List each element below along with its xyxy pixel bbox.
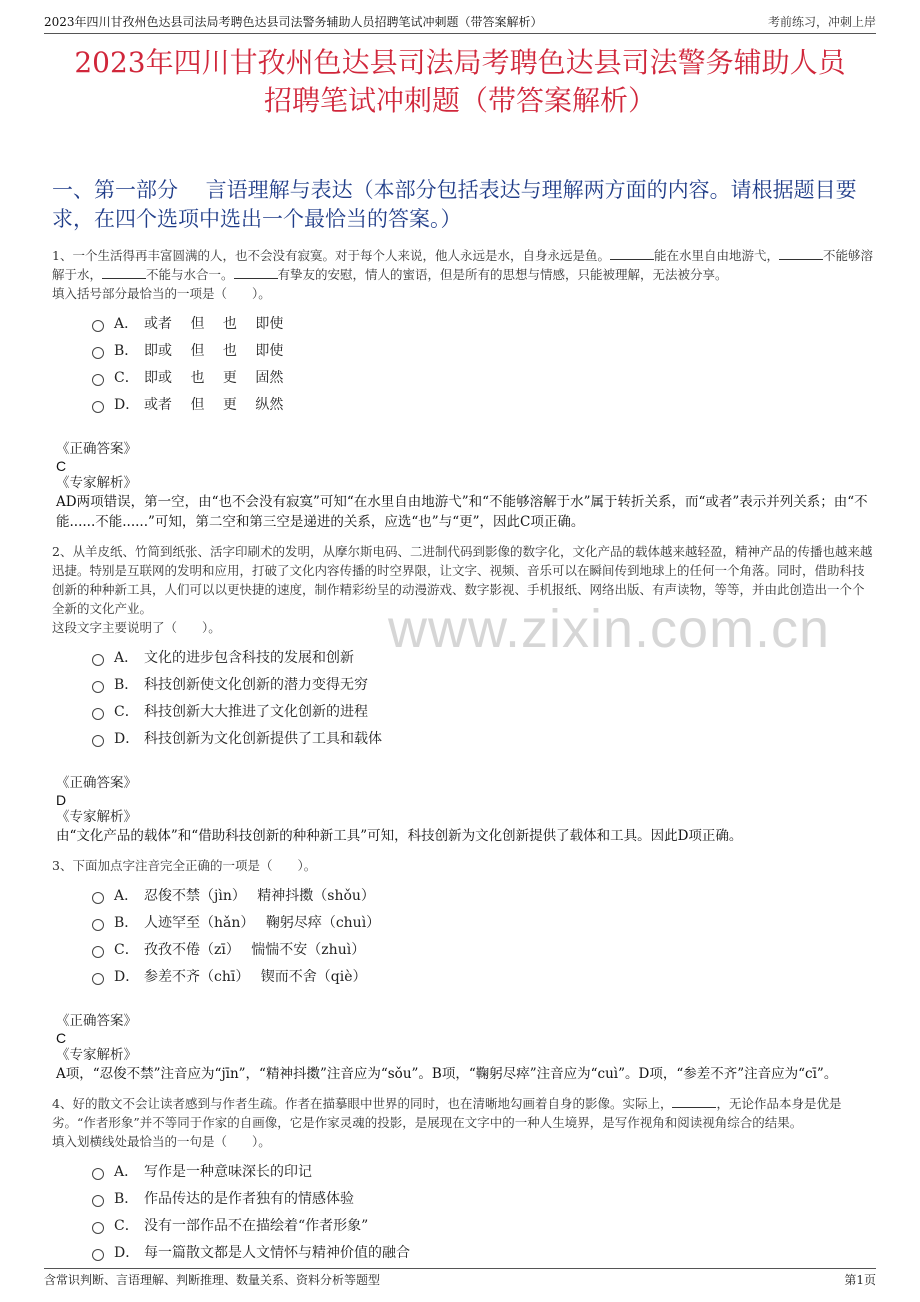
radio-icon[interactable]: [92, 892, 104, 904]
radio-icon[interactable]: [92, 320, 104, 332]
option-list: [92, 1157, 876, 1265]
header-doc-title: 2023年四川甘孜州色达县司法局考聘色达县司法警务辅助人员招聘笔试冲刺题（带答案解析）: [44, 15, 543, 29]
expert-analysis: 由“文化产品的载体”和“借助科技创新的种种新工具”可知，科技创新为文化创新提供了载体和工具。因此D项正确。: [56, 828, 743, 844]
correct-answer-label: 《正确答案》: [56, 775, 137, 791]
question-text: 1、一个生活得再丰富圆满的人，也不会没有寂寞。对于每个人来说，他人永远是水，自身永远是鱼。 能在水里自由地游弋， 不能够溶解于水， 不能与水合一。 有挚友的安慰，情人的蜜语，但是所有的思想与情感，只能被理解，无法被分享。: [52, 248, 873, 282]
title-line-1: 2023年四川甘孜州色达县司法局考聘色达县司法警务辅助人员: [74, 46, 846, 79]
option-d[interactable]: D． 参差不齐（chī） 锲而不舍（qiè）: [92, 962, 876, 989]
title-line-2: 招聘笔试冲刺题（带答案解析）: [263, 84, 656, 117]
question-text: 2、从羊皮纸、竹简到纸张、活字印刷术的发明，从摩尔斯电码、二进制代码到影像的数字化，文化产品的载体越来越轻盈，精神产品的传播也越来越迅捷。特别是互联网的发明和应用，打破了文化内容传播的时空界限，让文字、视频、音乐可以在瞬间传到地球上的任何一个角落。同时，借助科技创新的种种新工具，人们可以以更快捷的速度，制作精彩纷呈的动漫游戏、数字影视、手机报纸、网络出版、有声读物，等等，并由此创造出一个个全新的文化产业。: [52, 544, 873, 616]
correct-answer-label: 《正确答案》: [56, 441, 137, 457]
fill-blank: [234, 267, 278, 279]
correct-answer: C: [56, 1030, 67, 1046]
option-list: [92, 309, 876, 417]
radio-icon[interactable]: [92, 1249, 104, 1261]
question-prompt: 这段文字主要说明了（ ）。: [52, 620, 221, 635]
option-a[interactable]: A． 文化的进步包含科技的发展和创新: [92, 643, 876, 670]
question-2: [52, 542, 876, 846]
question-prompt: 填入括号部分最恰当的一项是（ ）。: [52, 286, 271, 301]
question-text: 4、好的散文不会让读者感到与作者生疏。作者在描摹眼中世界的同时，也在清晰地勾画着自身的影像。实际上， ，无论作品本身是优是劣。“作者形象”并不等同于作家的自画像，它是作家灵魂的投影，是展现在文字中的一种人生境界，是写作视角和阅读视角综合的结果。: [52, 1096, 842, 1130]
answer-block: [52, 775, 876, 846]
page-header: [44, 10, 876, 34]
expert-analysis: AD两项错误，第一空，由“也不会没有寂寞”可知“在水里自由地游弋”和“不能够溶解于水”属于转折关系，而“或者”表示并列关系；由“不能......不能......”可知，第二空和第三空是递进的关系，应选“也”与“更”，因此C项正确。: [56, 494, 868, 530]
radio-icon[interactable]: [92, 708, 104, 720]
option-d[interactable]: D． 每一篇散文都是人文情怀与精神价值的融合: [92, 1238, 876, 1265]
radio-icon[interactable]: [92, 973, 104, 985]
radio-icon[interactable]: [92, 1168, 104, 1180]
correct-answer: C: [56, 458, 67, 474]
radio-icon[interactable]: [92, 654, 104, 666]
fill-blank: [779, 248, 823, 260]
question-text: 3、下面加点字注音完全正确的一项是（ ）。: [52, 858, 317, 873]
option-c[interactable]: C． 没有一部作品不在描绘着“作者形象”: [92, 1211, 876, 1238]
radio-icon[interactable]: [92, 347, 104, 359]
expert-analysis: A项，“忍俊不禁”注音应为“jīn”，“精神抖擞”注音应为“sǒu”。B项，“鞠躬尽瘁”注音应为“cuì”。D项，“参差不齐”注音应为“cī”。: [56, 1066, 838, 1082]
expert-analysis-label: 《专家解析》: [56, 809, 137, 825]
fill-blank: [102, 267, 146, 279]
option-d[interactable]: D． 或者 但 更 纵然: [92, 390, 876, 417]
section-heading: 一、第一部分 言语理解与表达（本部分包括表达与理解两方面的内容。请根据题目要求，在四个选项中选出一个最恰当的答案。）: [52, 178, 857, 231]
option-c[interactable]: C． 科技创新大大推进了文化创新的进程: [92, 697, 876, 724]
header-slogan: 考前练习，冲刺上岸: [767, 15, 876, 29]
option-c[interactable]: C． 即或 也 更 固然: [92, 363, 876, 390]
answer-block: [52, 441, 876, 532]
answer-block: [52, 1013, 876, 1084]
page-footer: [44, 1268, 876, 1290]
footer-topics: 含常识判断、言语理解、判断推理、数量关系、资料分析等题型: [44, 1273, 381, 1287]
option-a[interactable]: A． 或者 但 也 即使: [92, 309, 876, 336]
radio-icon[interactable]: [92, 374, 104, 386]
correct-answer: D: [56, 792, 67, 808]
correct-answer-label: 《正确答案》: [56, 1013, 137, 1029]
radio-icon[interactable]: [92, 919, 104, 931]
option-a[interactable]: A． 忍俊不禁（jìn） 精神抖擞（shǒu）: [92, 881, 876, 908]
option-d[interactable]: D． 科技创新为文化创新提供了工具和载体: [92, 724, 876, 751]
radio-icon[interactable]: [92, 1222, 104, 1234]
option-list: [92, 881, 876, 989]
radio-icon[interactable]: [92, 401, 104, 413]
expert-analysis-label: 《专家解析》: [56, 1047, 137, 1063]
radio-icon[interactable]: [92, 1195, 104, 1207]
radio-icon[interactable]: [92, 735, 104, 747]
option-a[interactable]: A． 写作是一种意味深长的印记: [92, 1157, 876, 1184]
option-c[interactable]: C． 孜孜不倦（zī） 惴惴不安（zhuì）: [92, 935, 876, 962]
watermark: www.zixin.com.cn: [388, 599, 831, 659]
question-4: [52, 1094, 876, 1265]
radio-icon[interactable]: [92, 681, 104, 693]
question-1: [52, 246, 876, 532]
option-b[interactable]: B． 即或 但 也 即使: [92, 336, 876, 363]
option-b[interactable]: B． 科技创新使文化创新的潜力变得无穷: [92, 670, 876, 697]
fill-blank: [672, 1096, 716, 1108]
document-title: [44, 44, 876, 120]
expert-analysis-label: 《专家解析》: [56, 475, 137, 491]
radio-icon[interactable]: [92, 946, 104, 958]
option-b[interactable]: B． 作品传达的是作者独有的情感体验: [92, 1184, 876, 1211]
question-3: [52, 856, 876, 1084]
question-list: [52, 246, 876, 1275]
page-number: 第1页: [844, 1273, 876, 1287]
fill-blank: [610, 248, 654, 260]
option-b[interactable]: B． 人迹罕至（hǎn） 鞠躬尽瘁（chuì）: [92, 908, 876, 935]
option-list: [92, 643, 876, 751]
question-prompt: 填入划横线处最恰当的一句是（ ）。: [52, 1134, 271, 1149]
